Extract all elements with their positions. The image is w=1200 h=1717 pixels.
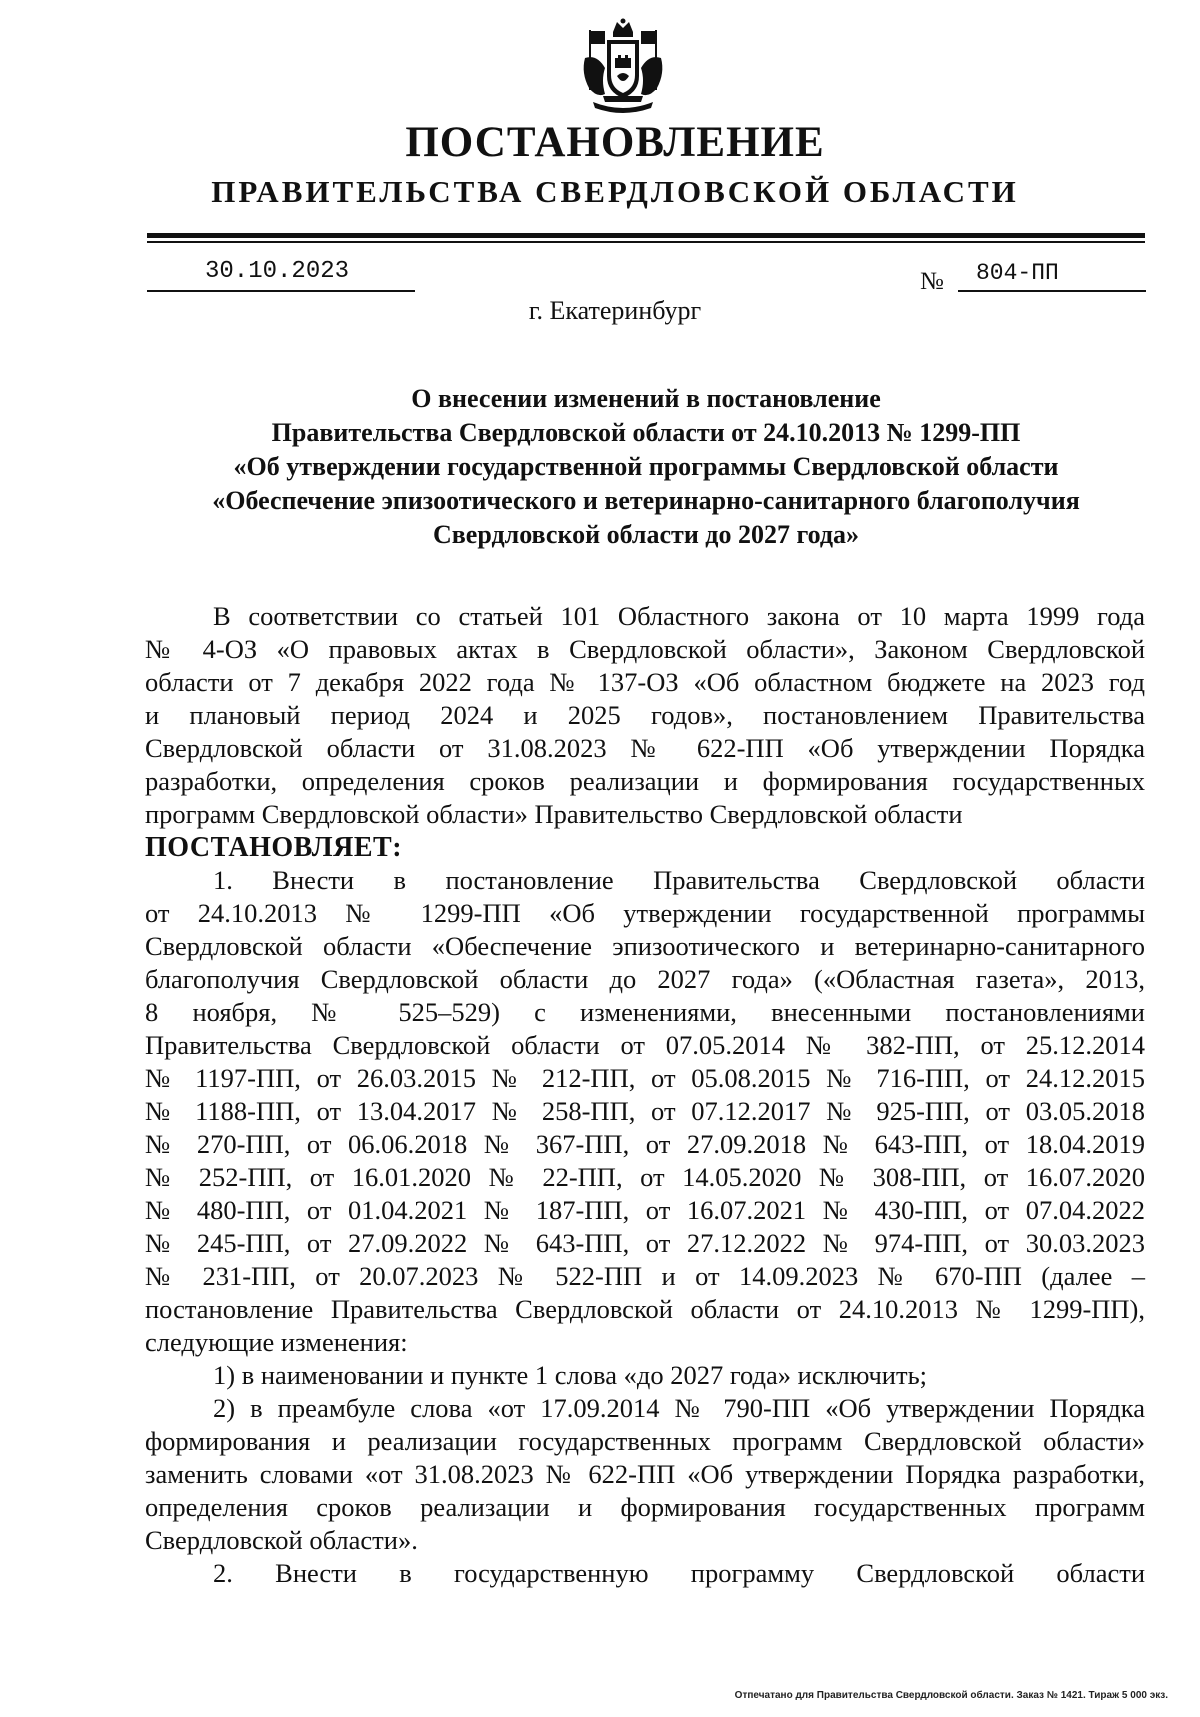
- document-type-heading: ПОСТАНОВЛЕНИЕ: [405, 119, 825, 166]
- item1-line: Правительства Свердловской области от 07.05.2014 № 382-ПП, от 25.12.2014: [145, 1030, 1145, 1060]
- item1-line: от 24.10.2013 № 1299-ПП «Об утверждении государственной программы: [145, 898, 1145, 928]
- title-line: «Обеспечение эпизоотического и ветеринарно-санитарного благополучия: [212, 486, 1080, 515]
- title-line: О внесении изменений в постановление: [411, 384, 881, 413]
- preamble-line: программ Свердловской области» Правительство Свердловской области: [145, 799, 963, 829]
- item2-line: 2. Внести в государственную программу Свердловской области: [213, 1558, 1145, 1588]
- title-line: «Об утверждении государственной программы Свердловской области: [233, 452, 1059, 481]
- item1-line: № 1197-ПП, от 26.03.2015 № 212-ПП, от 05.08.2015 № 716-ПП, от 24.12.2015: [145, 1063, 1145, 1093]
- subitem-2-line: 2) в преамбуле слова «от 17.09.2014 № 790-ПП «Об утверждении Порядка: [213, 1393, 1145, 1423]
- issuing-authority-heading: ПРАВИТЕЛЬСТВА СВЕРДЛОВСКОЙ ОБЛАСТИ: [211, 174, 1019, 209]
- sverdlovsk-coat-of-arms-icon: [575, 18, 671, 118]
- item1-line: № 245-ПП, от 27.09.2022 № 643-ПП, от 27.12.2022 № 974-ПП, от 30.03.2023: [145, 1228, 1145, 1258]
- item1-line: 1. Внести в постановление Правительства Свердловской области: [213, 865, 1145, 895]
- item1-line: благополучия Свердловской области до 2027 года» («Областная газета», 2013,: [145, 964, 1145, 994]
- item1-line: № 480-ПП, от 01.04.2021 № 187-ПП, от 16.07.2021 № 430-ПП, от 07.04.2022: [145, 1195, 1145, 1225]
- header-divider-thin: [147, 241, 1145, 243]
- number-sign: №: [920, 268, 944, 295]
- subitem-2-line: заменить словами «от 31.08.2023 № 622-ПП «Об утверждении Порядка разработки,: [145, 1459, 1145, 1489]
- item1-line: № 252-ПП, от 16.01.2020 № 22-ПП, от 14.05.2020 № 308-ПП, от 16.07.2020: [145, 1162, 1145, 1192]
- subitem-2-line: определения сроков реализации и формирования государственных программ: [145, 1492, 1145, 1522]
- item1-line: 8 ноября, № 525–529) с изменениями, внесенными постановлениями: [145, 997, 1145, 1027]
- item1-line: № 1188-ПП, от 13.04.2017 № 258-ПП, от 07.12.2017 № 925-ПП, от 03.05.2018: [145, 1096, 1145, 1126]
- item1-line: следующие изменения:: [145, 1327, 408, 1357]
- subitem-2-line: Свердловской области».: [145, 1525, 418, 1555]
- resolution-body: [145, 600, 1145, 1590]
- number-underline: [958, 290, 1146, 292]
- date-underline: [147, 290, 415, 292]
- title-line: Правительства Свердловской области от 24.10.2013 № 1299-ПП: [271, 418, 1021, 447]
- subitem-2-line: формирования и реализации государственных программ Свердловской области»: [145, 1426, 1145, 1456]
- place-of-issue: г. Екатеринбург: [528, 296, 702, 325]
- preamble-line: № 4-ОЗ «О правовых актах в Свердловской области», Законом Свердловской: [145, 634, 1145, 664]
- resolves-keyword: ПОСТАНОВЛЯЕТ:: [145, 832, 403, 863]
- preamble-line: и плановый период 2024 и 2025 годов», постановлением Правительства: [145, 700, 1145, 730]
- document-date: 30.10.2023: [205, 258, 350, 285]
- subitem-1: 1) в наименовании и пункте 1 слова «до 2027 года» исключить;: [213, 1360, 928, 1390]
- preamble-line: Свердловской области от 31.08.2023 № 622-ПП «Об утверждении Порядка: [145, 733, 1145, 763]
- preamble-line: области от 7 декабря 2022 года № 137-ОЗ «Об областном бюджете на 2023 год: [145, 667, 1145, 697]
- item1-line: № 270-ПП, от 06.06.2018 № 367-ПП, от 27.09.2018 № 643-ПП, от 18.04.2019: [145, 1129, 1145, 1159]
- item1-line: Свердловской области «Обеспечение эпизоотического и ветеринарно-санитарного: [145, 931, 1145, 961]
- header-divider-thick: [147, 233, 1145, 238]
- preamble-line: В соответствии со статьей 101 Областного закона от 10 марта 1999 года: [213, 601, 1145, 631]
- title-line: Свердловской области до 2027 года»: [432, 520, 860, 549]
- print-imprint: Отпечатано для Правительства Свердловской области. Заказ № 1421. Тираж 5 000 экз.: [734, 1690, 1168, 1701]
- item1-line: постановление Правительства Свердловской области от 24.10.2013 № 1299-ПП),: [145, 1294, 1145, 1324]
- preamble-line: разработки, определения сроков реализации и формирования государственных: [145, 766, 1145, 796]
- item1-line: № 231-ПП, от 20.07.2023 № 522-ПП и от 14.09.2023 № 670-ПП (далее –: [145, 1261, 1145, 1291]
- document-number: 804-ПП: [976, 260, 1059, 286]
- resolution-title: [147, 382, 1145, 552]
